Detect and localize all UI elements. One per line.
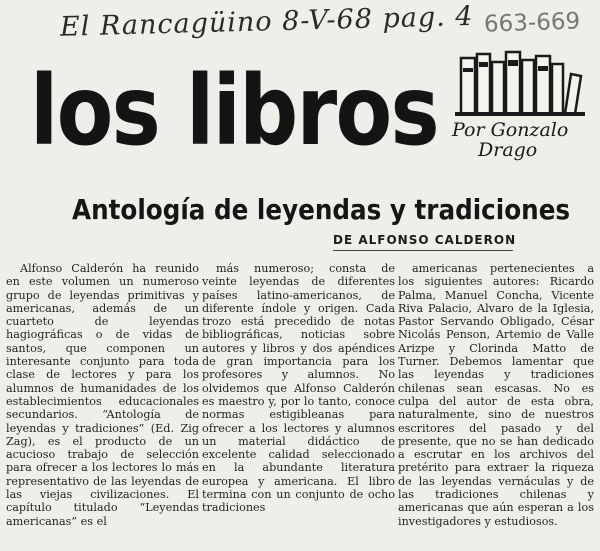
books-shelf-icon xyxy=(455,48,585,116)
byline-line-2: Drago xyxy=(478,139,538,161)
article-column-2 xyxy=(202,262,395,551)
subhead-rule xyxy=(333,250,513,251)
column-2-text: más numeroso; consta de veinte leyendas de diferentes países latino-americanos, de diferente índole y origen. Cada trozo está precedido de notas bibliográficas, noticias sobre autores y libros y dos apéndices de gran importancia para los profesores y alumnos. No olvidemos que Alfonso Calderón es maestro y, por lo tanto, conoce normas estigibleanas para ofrecer a los lectores y alumnos un material didáctico de excelente calidad seleccionado en la abundante literatura europea y americana. El libro termina con un conjunto de ocho tradiciones xyxy=(202,262,395,515)
article-headline: Antología de leyendas y tradiciones xyxy=(72,193,571,226)
section-title: los libros xyxy=(30,55,438,167)
column-1-text: Alfonso Calderón ha reunido en este volumen un numeroso grupo de leyendas primitivas y americanas, además de un cuarteto de leyendas hagiográficas o de vidas de santos, que componen un interesante conjunto para toda clase de lectores y para los alumnos de humanidades de los establecimientos educacionales secundarios. “Antología de leyendas y tradiciones” (Ed. Zig Zag), es el producto de un acucioso trabajo de selección para ofrecer a los lectores lo más representativo de las leyendas de las viejas civilizaciones. El capítulo titulado “Leyendas americanas” es el xyxy=(6,262,199,528)
article-subhead: DE ALFONSO CALDERON xyxy=(333,233,517,247)
column-3-text: americanas pertenecientes a los siguientes autores: Ricardo Palma, Manuel Concha, Vicente Riva Palacio, Alvaro de la Iglesia, Pastor Servando Obligado, César Nicolás Penson, Artemio de Valle Arizpe y Clorinda Matto de Turner. Debemos lamentar que las leyendas y tradiciones chilenas sean escasas. No es culpa del autor de esta obra, naturalmente, sino de nuestros escritores del pasado y del presente, que no se han dedicado a escrutar en los archivos del pretérito para extraer la riqueza de las leyendas vernáculas y de las tradiciones chilenas y americanas que aún esperan a los investigadores y estudiosos. xyxy=(398,262,594,528)
byline xyxy=(452,120,592,160)
byline-line-1: Por Gonzalo xyxy=(452,119,569,141)
handwritten-source-note: El Rancagüino 8-V-68 pag. 4 xyxy=(59,0,474,43)
article-column-3 xyxy=(398,262,594,551)
handwritten-page-numbers: 663-669 xyxy=(483,8,581,38)
article-column-1 xyxy=(6,262,199,551)
